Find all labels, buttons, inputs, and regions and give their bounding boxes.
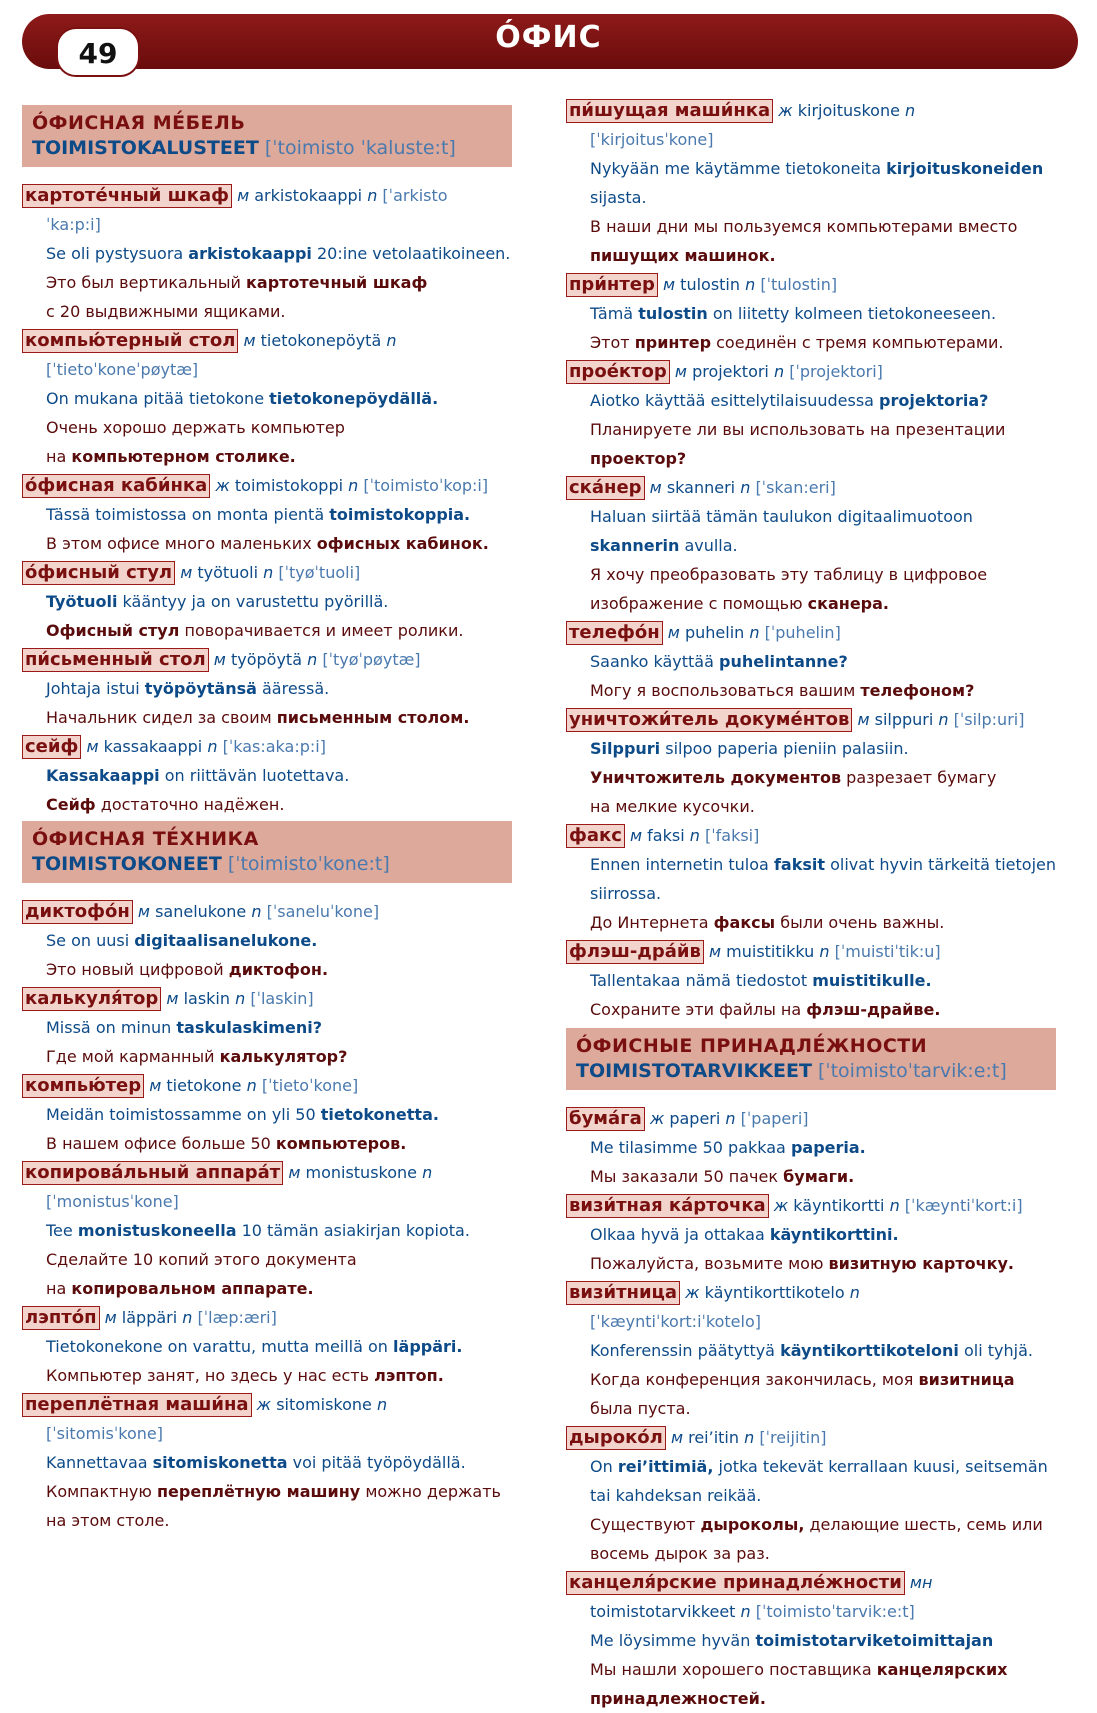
- headword: дырокóл: [566, 1426, 666, 1450]
- headword: пи́шущая маши́нка: [566, 99, 773, 123]
- headword: óфисный стул: [22, 561, 175, 585]
- entry-skaner: ска́нер м skanneri n [ˈskan:eri] Haluan siirtää tämän taulukon digitaalimuotoon skannerin avulla. Я хочу преобразовать эту таблицу в цифровое изображение с помощью сканера.: [566, 473, 1086, 618]
- entry-kartoteka: картоте́чный шкаф м arkistokaappi n [ˈarkisto ˈka:p:i] Se oli pystysuora arkistokaappi 20:ine vetolaatikoineen. Это был вертикальный картотечный шкаф с 20 выдвижными ящиками.: [22, 181, 542, 326]
- example-ru: Компьютер занят, но здесь у нас есть лэптоп.: [46, 1366, 444, 1385]
- headword: сейф: [22, 735, 81, 759]
- example-fi: Tietokonekone on varattu, mutta meillä on läppäri.: [46, 1337, 463, 1356]
- headword: диктофо́н: [22, 900, 133, 924]
- example-fi: Silppuri silpoo paperia pieniin palasiin.: [590, 739, 909, 758]
- example-fi: Se on uusi digitaalisanelukone.: [46, 931, 318, 950]
- page-number: 49: [56, 27, 140, 77]
- example-fi: Tee monistuskoneella 10 tämän asiakirjan kopiota.: [46, 1221, 470, 1240]
- example-ru: изображение с помощью сканера.: [590, 594, 889, 613]
- headword: канцеля́рские принадле́жности: [566, 1571, 905, 1595]
- headword: ска́нер: [566, 476, 645, 500]
- example-fi: On mukana pitää tietokone tietokonepöydällä.: [46, 389, 439, 408]
- example-ru: Где мой карманный калькулятор?: [46, 1047, 348, 1066]
- entry-kalk: калькуля́тор м laskin n [ˈlaskin] Missä on minun taskulaskimeni? Где мой карманный калькулятор?: [22, 984, 542, 1071]
- example-fi: skannerin avulla.: [590, 536, 738, 555]
- example-fi: On rei’ittimiä, jotka tekevät kerrallaan kuusi, seitsemän: [590, 1457, 1048, 1476]
- entry-komp: компью́тер м tietokone n [ˈtietoˈkone] Meidän toimistossamme on yli 50 tietokonetta. В нашем офисе больше 50 компьютеров.: [22, 1071, 542, 1158]
- headword: уничтожи́тель докуме́нтов: [566, 708, 852, 732]
- example-ru: В этом офисе много маленьких офисных кабинок.: [46, 534, 489, 553]
- example-fi: Tallentakaa nämä tiedostot muistitikulle.: [590, 971, 932, 990]
- example-fi: Me löysimme hyvän toimistotarviketoimittajan: [590, 1631, 994, 1650]
- entry-kopir: копирова́льный аппара́т м monistuskone n [ˈmonistusˈkone] Tee monistuskoneella 10 tämän asiakirjan kopiota. Сделайте 10 копий этого документа на копировальном аппарате.: [22, 1158, 542, 1303]
- example-ru: Компактную переплётную машину можно держать: [46, 1482, 501, 1501]
- headword: переплётная маши́на: [22, 1393, 252, 1417]
- entry-vizitka: визи́тная ка́рточка ж käyntikortti n [ˈkæyntiˈkort:i] Olkaa hyvä ja ottakaa käyntikorttini. Пожалуйста, возьмите мою визитную карточку.: [566, 1191, 1086, 1278]
- example-ru: Уничтожитель документов разрезает бумагу: [590, 768, 997, 787]
- headword: прое́ктор: [566, 360, 670, 384]
- headword: компью́тер: [22, 1074, 144, 1098]
- headword: телефо́н: [566, 621, 663, 645]
- section-title-ru: ÓФИСНАЯ МЕ́БЕЛЬ: [32, 112, 246, 134]
- example-ru: Это новый цифровой диктофон.: [46, 960, 329, 979]
- example-ru: пишущих машинок.: [590, 246, 776, 265]
- example-ru: Могу я воспользоваться вашим телефоном?: [590, 681, 975, 700]
- entry-laptop: лэпто́п м läppäri n [ˈlæp:æri] Tietokonekone on varattu, mutta meillä on läppäri. Компьютер занят, но здесь у нас есть лэптоп.: [22, 1303, 542, 1390]
- example-ru: Когда конференция закончилась, моя визитница: [590, 1370, 1015, 1389]
- headword: пи́сьменный стол: [22, 648, 209, 672]
- entry-pisstol: пи́сьменный стол м työpöytä n [ˈtyøˈpøytæ] Johtaja istui työpöytänsä ääressä. Начальник сидел за своим письменным столом.: [22, 645, 542, 732]
- section-title-ru: ÓФИСНАЯ ТЕ́ХНИКА: [32, 828, 259, 850]
- headword: визи́тная ка́рточка: [566, 1194, 769, 1218]
- entry-unichtozh: уничтожи́тель докуме́нтов м silppuri n [ˈsilp:uri] Silppuri silpoo paperia pieniin palasiin. Уничтожитель документов разрезает бумагу на мелкие кусочки.: [566, 705, 1086, 821]
- example-fi: Meidän toimistossamme on yli 50 tietokonetta.: [46, 1105, 439, 1124]
- left-column: [22, 105, 542, 1535]
- headword: компью́терный стол: [22, 329, 238, 353]
- entry-vizitnica: визи́тница ж käyntikorttikotelo n [ˈkæyntiˈkort:iˈkotelo] Konferenssin päätyttyä käyntikorttikoteloni oli tyhjä. Когда конференция закончилась, моя визитница была пуста.: [566, 1278, 1086, 1423]
- example-ru: на компьютерном столике.: [46, 447, 296, 466]
- section-furniture: [22, 105, 512, 167]
- section-title-fi: TOIMISTOKONEET [ˈtoimistoˈkone:t]: [32, 853, 390, 875]
- example-fi: Kannettavaa sitomiskonetta voi pitää työpöydällä.: [46, 1453, 466, 1472]
- example-fi: Tämä tulostin on liitetty kolmeen tietokoneeseen.: [590, 304, 997, 323]
- example-fi: Konferenssin päätyttyä käyntikorttikoteloni oli tyhjä.: [590, 1341, 1033, 1360]
- entry-kabinka: óфисная каби́нка ж toimistokoppi n [ˈtoimistoˈkop:i] Tässä toimistossa on monta pientä toimistokoppia. В этом офисе много маленьких офисных кабинок.: [22, 471, 542, 558]
- example-fi: Kassakaappi on riittävän luotettava.: [46, 766, 350, 785]
- section-title-ru: ÓФИСНЫЕ ПРИНАДЛЕ́ЖНОСТИ: [576, 1035, 928, 1057]
- entry-pishush: пи́шущая маши́нка ж kirjoituskone n [ˈkirjoitusˈkone] Nykyään me käytämme tietokoneita kirjoituskoneiden sijasta. В наши дни мы пользуемся компьютерами вместо пишущих машинок.: [566, 96, 1086, 270]
- entry-perepl: переплётная маши́на ж sitomiskone n [ˈsitomisˈkone] Kannettavaa sitomiskonetta voi pitää työpöydällä. Компактную переплётную машину можно держать на этом столе.: [22, 1390, 542, 1535]
- entry-seif: сейф м kassakaappi n [ˈkas:aka:p:i] Kassakaappi on riittävän luotettava. Сейф достаточно надёжен.: [22, 732, 542, 819]
- example-fi: Johtaja istui työpöytänsä ääressä.: [46, 679, 330, 698]
- example-ru: на копировальном аппарате.: [46, 1279, 314, 1298]
- entry-diktofon: диктофо́н м sanelukone n [ˈsaneluˈkone] Se on uusi digitaalisanelukone. Это новый цифровой диктофон.: [22, 897, 542, 984]
- entry-telefon: телефо́н м puhelin n [ˈpuhelin] Saanko käyttää puhelintanne? Могу я воспользоваться вашим телефоном?: [566, 618, 1086, 705]
- headword: калькуля́тор: [22, 987, 161, 1011]
- entry-dyrokol: дырокóл м rei’itin n [ˈreijitin] On rei’ittimiä, jotka tekevät kerrallaan kuusi, seitsemän tai kahdeksan reikää. Существуют дыроколы, делающие шесть, семь или восемь дырок за раз.: [566, 1423, 1086, 1568]
- right-column: [566, 96, 1086, 1713]
- example-ru: Сейф достаточно надёжен.: [46, 795, 285, 814]
- page-title: ÓФИС: [495, 20, 602, 55]
- example-fi: Saanko käyttää puhelintanne?: [590, 652, 848, 671]
- example-fi: Ennen internetin tuloa faksit olivat hyvin tärkeitä tietojen: [590, 855, 1057, 874]
- example-ru: Пожалуйста, возьмите мою визитную карточку.: [590, 1254, 1014, 1273]
- headword: лэпто́п: [22, 1306, 100, 1330]
- example-ru: Офисный стул поворачивается и имеет ролики.: [46, 621, 464, 640]
- example-ru: Мы заказали 50 пачек бумаги.: [590, 1167, 855, 1186]
- example-fi: Nykyään me käytämme tietokoneita kirjoituskoneiden: [590, 159, 1044, 178]
- headword: бума́га: [566, 1107, 645, 1131]
- example-fi: Se oli pystysuora arkistokaappi 20:ine vetolaatikoineen.: [46, 244, 511, 263]
- entry-proektor: прое́ктор м projektori n [ˈprojektori] Aiotko käyttää esittelytilaisuudessa projektoria? Планируете ли вы использовать на презентации проектор?: [566, 357, 1086, 473]
- entry-printer: при́нтер м tulostin n [ˈtulostin] Tämä tulostin on liitetty kolmeen tietokoneeseen. Этот принтер соединён с тремя компьютерами.: [566, 270, 1086, 357]
- headword: флэш-дра́йв: [566, 940, 704, 964]
- example-fi: Tässä toimistossa on monta pientä toimistokoppia.: [46, 505, 471, 524]
- entry-kanc: канцеля́рские принадле́жности мн toimistotarvikkeet n [ˈtoimistoˈtarvik:e:t] Me löysimme hyvän toimistotarviketoimittajan Мы нашли хорошего поставщика канцелярских принадлежностей.: [566, 1568, 1086, 1713]
- entry-faks: факс м faksi n [ˈfaksi] Ennen internetin tuloa faksit olivat hyvin tärkeitä tietojen siirrossa. До Интернета факсы были очень важны.: [566, 821, 1086, 937]
- section-technics: [22, 821, 512, 883]
- headword: факс: [566, 824, 625, 848]
- headword: при́нтер: [566, 273, 658, 297]
- headword: картоте́чный шкаф: [22, 184, 232, 208]
- example-ru: Начальник сидел за своим письменным столом.: [46, 708, 470, 727]
- entry-flesh: флэш-дра́йв м muistitikku n [ˈmuistiˈtik:u] Tallentakaa nämä tiedostot muistitikulle. Сохраните эти файлы на флэш-драйве.: [566, 937, 1086, 1024]
- entry-bumaga: бума́га ж paperi n [ˈpaperi] Me tilasimme 50 pakkaa paperia. Мы заказали 50 пачек бумаги.: [566, 1104, 1086, 1191]
- example-ru: Этот принтер соединён с тремя компьютерами.: [590, 333, 1004, 352]
- example-ru: Это был вертикальный картотечный шкаф: [46, 273, 428, 292]
- example-fi: Me tilasimme 50 pakkaa paperia.: [590, 1138, 866, 1157]
- section-supplies: [566, 1028, 1056, 1090]
- example-ru: проектор?: [590, 449, 687, 468]
- headword: óфисная каби́нка: [22, 474, 210, 498]
- example-fi: Aiotko käyttää esittelytilaisuudessa projektoria?: [590, 391, 989, 410]
- entry-stul: óфисный стул м työtuoli n [ˈtyøˈtuoli] Työtuoli kääntyy ja on varustettu pyörillä. Офисный стул поворачивается и имеет ролики.: [22, 558, 542, 645]
- example-fi: Olkaa hyvä ja ottakaa käyntikorttini.: [590, 1225, 899, 1244]
- section-title-fi: TOIMISTOKALUSTEET [ˈtoimisto ˈkaluste:t]: [32, 137, 456, 159]
- example-ru: Существуют дыроколы, делающие шесть, семь или: [590, 1515, 1043, 1534]
- example-ru: До Интернета факсы были очень важны.: [590, 913, 945, 932]
- example-ru: В нашем офисе больше 50 компьютеров.: [46, 1134, 407, 1153]
- example-fi: Missä on minun taskulaskimeni?: [46, 1018, 322, 1037]
- headword: визи́тница: [566, 1281, 680, 1305]
- example-ru: Сохраните эти файлы на флэш-драйве.: [590, 1000, 941, 1019]
- entry-kompstol: компью́терный стол м tietokonepöytä n [ˈtietoˈkoneˈpøytæ] On mukana pitää tietokone tietokonepöydällä. Очень хорошо держать компьютер на компьютерном столике.: [22, 326, 542, 471]
- section-title-fi: TOIMISTOTARVIKKEET [ˈtoimistoˈtarvik:e:t]: [576, 1060, 1007, 1082]
- example-fi: Työtuoli kääntyy ja on varustettu pyörillä.: [46, 592, 389, 611]
- example-ru: Мы нашли хорошего поставщика канцелярских: [590, 1660, 1008, 1679]
- headword: копирова́льный аппара́т: [22, 1161, 283, 1185]
